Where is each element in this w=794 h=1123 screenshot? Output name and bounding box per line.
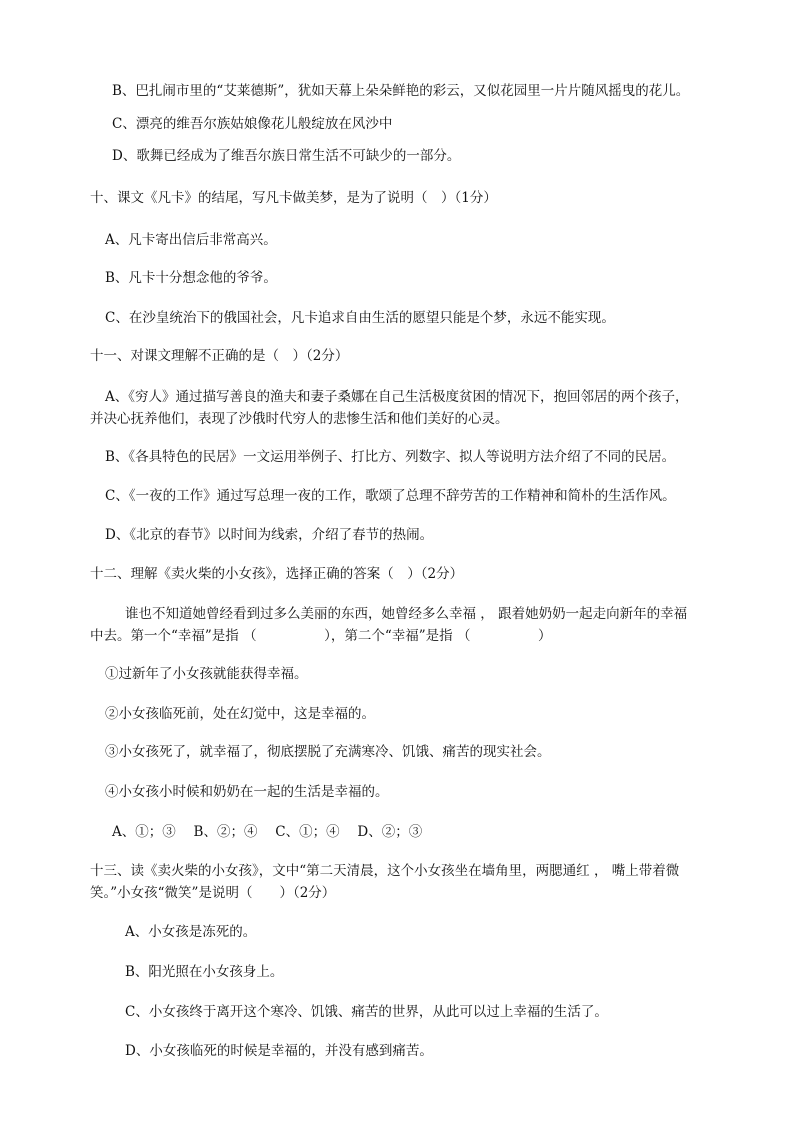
q13-option-b: B、阳光照在小女孩身上。 xyxy=(125,964,284,980)
q11-stem: 十一、对课文理解不正确的是（ ）（2分） xyxy=(90,348,349,364)
q11-option-a-line2: 并决心抚养他们，表现了沙俄时代穷人的悲惨生活和他们美好的心灵。 xyxy=(90,411,509,427)
q9-option-c: C、漂亮的维吾尔族姑娘像花儿般绽放在风沙中 xyxy=(112,116,393,132)
q12-item-1: ①过新年了小女孩就能获得幸福。 xyxy=(105,666,308,682)
q9-option-d: D、歌舞已经成为了维吾尔族日常生活不可缺少的一部分。 xyxy=(112,148,461,164)
q13-stem-line2: 笑。”小女孩“微笑”是说明（ ）（2分） xyxy=(90,885,336,901)
q11-option-c: C、《一夜的工作》通过写总理一夜的工作，歌颂了总理不辞劳苦的工作精神和简朴的生活作风。 xyxy=(105,488,676,504)
q13-option-d: D、小女孩临死的时候是幸福的，并没有感到痛苦。 xyxy=(125,1043,433,1059)
q13-option-a: A、小女孩是冻死的。 xyxy=(125,924,257,940)
q10-option-c: C、在沙皇统治下的俄国社会，凡卡追求自由生活的愿望只能是个梦，永远不能实现。 xyxy=(105,310,615,326)
q12-choices: A、①；③ B、②；④ C、①；④ D、②；③ xyxy=(112,824,423,840)
q12-passage-line2: 中去。第一个“幸福”是指 （ ），第二个“幸福”是指 （ ） xyxy=(90,628,552,644)
q11-option-d: D、《北京的春节》以时间为线索，介绍了春节的热闹。 xyxy=(105,527,434,543)
q13-option-c: C、小女孩终于离开这个寒冷、饥饿、痛苦的世界，从此可以过上幸福的生活了。 xyxy=(125,1004,608,1020)
q10-option-a: A、凡卡寄出信后非常高兴。 xyxy=(105,232,277,248)
q11-option-a-line1: A、《穷人》通过描写善良的渔夫和妻子桑娜在自己生活极度贫困的情况下，抱回邻居的两个孩子， xyxy=(105,389,689,405)
q13-stem-line1: 十三、读《卖火柴的小女孩》，文中“第二天清晨，这个小女孩坐在墙角里，两腮通红 ， 嘴上带着微 xyxy=(90,863,680,879)
q9-option-b: B、巴扎闹市里的“艾莱德斯”，犹如天幕上朵朵鲜艳的彩云，又似花园里一片片随风摇曳的花儿。 xyxy=(112,83,690,99)
q12-stem: 十二、理解《卖火柴的小女孩》，选择正确的答案（ ）（2分） xyxy=(90,566,464,582)
q12-item-3: ③小女孩死了，就幸福了，彻底摆脱了充满寒冷、饥饿、痛苦的现实社会。 xyxy=(105,744,551,760)
q12-passage-line1: 谁也不知道她曾经看到过多么美丽的东西，她曾经多么幸福 ， 跟着她奶奶一起走向新年的幸福 xyxy=(125,606,688,622)
q12-item-4: ④小女孩小时候和奶奶在一起的生活是幸福的。 xyxy=(105,784,389,800)
q10-stem: 十、课文《凡卡》的结尾，写凡卡做美梦，是为了说明（ ）（1分） xyxy=(90,190,497,206)
q12-item-2: ②小女孩临死前，处在幻觉中，这是幸福的。 xyxy=(105,706,375,722)
q10-option-b: B、凡卡十分想念他的爷爷。 xyxy=(105,270,277,286)
q11-option-b: B、《各具特色的民居》一文运用举例子、打比方、列数字、拟人等说明方法介绍了不同的民居。 xyxy=(105,449,676,465)
